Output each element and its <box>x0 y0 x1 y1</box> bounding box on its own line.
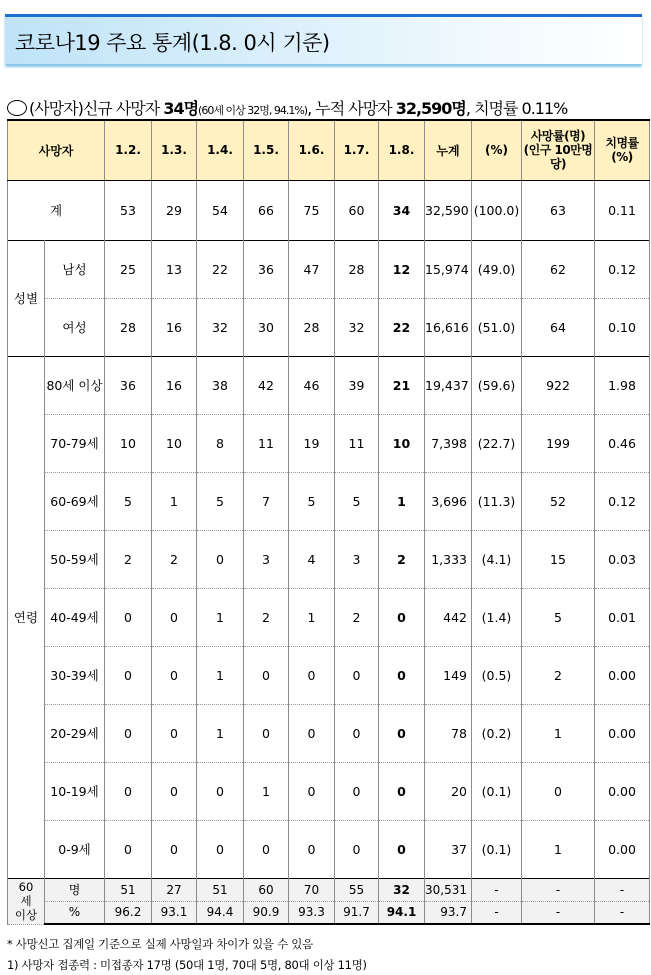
data-cell: - <box>472 901 522 924</box>
header-cell: 사망자 <box>8 120 105 180</box>
data-cell: 46 <box>289 356 335 414</box>
data-cell: (22.7) <box>472 414 522 472</box>
table-row <box>8 820 650 878</box>
row-label: 20-29세 <box>45 704 105 762</box>
data-cell: 1 <box>152 472 197 530</box>
data-cell: 0 <box>105 704 152 762</box>
data-cell: 8 <box>197 414 244 472</box>
unit-label: 명 <box>45 878 105 901</box>
data-cell: 60 <box>335 180 379 240</box>
table-row <box>8 762 650 820</box>
data-cell: 0.00 <box>595 820 650 878</box>
data-cell: 0.12 <box>595 472 650 530</box>
data-cell: 922 <box>522 356 595 414</box>
data-cell: 1,333 <box>425 530 472 588</box>
data-cell: 30 <box>244 298 289 356</box>
data-cell: (1.4) <box>472 588 522 646</box>
data-cell: 0 <box>335 820 379 878</box>
data-cell: 32 <box>197 298 244 356</box>
data-cell: - <box>472 878 522 901</box>
data-cell: 54 <box>197 180 244 240</box>
header-cell: 1.5. <box>244 120 289 180</box>
table-row <box>8 704 650 762</box>
data-cell: 37 <box>425 820 472 878</box>
data-cell: (100.0) <box>472 180 522 240</box>
data-cell: 55 <box>335 878 379 901</box>
data-cell: 28 <box>335 240 379 298</box>
data-cell: 63 <box>522 180 595 240</box>
data-cell: 22 <box>197 240 244 298</box>
data-cell: 0 <box>335 704 379 762</box>
data-cell: 0 <box>379 704 425 762</box>
data-cell: 19,437 <box>425 356 472 414</box>
data-cell: 66 <box>244 180 289 240</box>
data-cell: 0 <box>379 762 425 820</box>
data-cell: 0 <box>105 588 152 646</box>
data-cell: 90.9 <box>244 901 289 924</box>
data-cell: 2 <box>105 530 152 588</box>
row-label: 계 <box>8 180 105 240</box>
data-cell: 19 <box>289 414 335 472</box>
data-cell: 29 <box>152 180 197 240</box>
data-cell: 52 <box>522 472 595 530</box>
data-cell: 0 <box>152 820 197 878</box>
data-cell: (11.3) <box>472 472 522 530</box>
table-row <box>8 588 650 646</box>
data-cell: - <box>595 901 650 924</box>
data-cell: 0 <box>152 588 197 646</box>
data-cell: 32,590 <box>425 180 472 240</box>
table-row <box>8 180 650 240</box>
row-label: 10-19세 <box>45 762 105 820</box>
title-banner <box>5 14 642 64</box>
data-cell: 96.2 <box>105 901 152 924</box>
data-cell: 36 <box>244 240 289 298</box>
data-cell: 32 <box>335 298 379 356</box>
summary-detail: (60세 이상 32명, 94.1%) <box>198 104 308 117</box>
data-cell: 15 <box>522 530 595 588</box>
data-cell: (0.5) <box>472 646 522 704</box>
data-cell: 27 <box>152 878 197 901</box>
row-label: 70-79세 <box>45 414 105 472</box>
group-label: 성별 <box>8 240 45 356</box>
data-cell: 0 <box>335 762 379 820</box>
data-cell: 0 <box>244 820 289 878</box>
data-cell: 0 <box>289 704 335 762</box>
data-cell: 1 <box>522 820 595 878</box>
summary-suffix: , 치명률 0.11% <box>465 99 568 118</box>
header-cell: 1.4. <box>197 120 244 180</box>
data-cell: 0 <box>379 820 425 878</box>
row-label: 남성 <box>45 240 105 298</box>
data-cell: 0.01 <box>595 588 650 646</box>
data-cell: 0.03 <box>595 530 650 588</box>
data-cell: 3,696 <box>425 472 472 530</box>
unit-label: % <box>45 901 105 924</box>
header-cell: 1.6. <box>289 120 335 180</box>
data-cell: 93.3 <box>289 901 335 924</box>
data-cell: 0.46 <box>595 414 650 472</box>
data-cell: 21 <box>379 356 425 414</box>
data-cell: 0.00 <box>595 762 650 820</box>
table-row <box>8 530 650 588</box>
data-cell: 0 <box>244 646 289 704</box>
row-label: 여성 <box>45 298 105 356</box>
data-cell: 91.7 <box>335 901 379 924</box>
data-cell: 94.1 <box>379 901 425 924</box>
data-cell: 15,974 <box>425 240 472 298</box>
table-row <box>8 646 650 704</box>
data-cell: (0.2) <box>472 704 522 762</box>
data-cell: 0 <box>152 646 197 704</box>
data-cell: 0 <box>105 820 152 878</box>
data-cell: 1 <box>197 704 244 762</box>
header-cell: 1.2. <box>105 120 152 180</box>
data-cell: 1 <box>197 646 244 704</box>
data-cell: 1.98 <box>595 356 650 414</box>
data-cell: 16,616 <box>425 298 472 356</box>
data-cell: 11 <box>335 414 379 472</box>
data-cell: 93.1 <box>152 901 197 924</box>
data-cell: 32 <box>379 878 425 901</box>
table-row <box>8 240 650 298</box>
data-cell: 36 <box>105 356 152 414</box>
header-cell: 1.8. <box>379 120 425 180</box>
data-cell: 149 <box>425 646 472 704</box>
data-cell: 10 <box>379 414 425 472</box>
data-cell: 0 <box>335 646 379 704</box>
table-row <box>8 356 650 414</box>
data-cell: 3 <box>244 530 289 588</box>
data-cell: 16 <box>152 356 197 414</box>
data-cell: 0.00 <box>595 646 650 704</box>
data-cell: 2 <box>335 588 379 646</box>
data-cell: 1 <box>244 762 289 820</box>
data-cell: 62 <box>522 240 595 298</box>
data-cell: 1 <box>197 588 244 646</box>
data-cell: 10 <box>152 414 197 472</box>
data-cell: 0.11 <box>595 180 650 240</box>
row-label: 50-59세 <box>45 530 105 588</box>
data-cell: 1 <box>289 588 335 646</box>
data-cell: 0 <box>105 762 152 820</box>
footnote: 1) 사망자 접종력 : 미접종자 17명 (50대 1명, 70대 5명, 80대 이상 11명) <box>7 958 367 972</box>
data-cell: 0 <box>197 530 244 588</box>
data-cell: 16 <box>152 298 197 356</box>
data-cell: 0 <box>197 820 244 878</box>
data-cell: (0.1) <box>472 762 522 820</box>
data-cell: 0 <box>289 820 335 878</box>
row-label: 80세 이상 <box>45 356 105 414</box>
data-cell: 2 <box>379 530 425 588</box>
data-cell: 10 <box>105 414 152 472</box>
table-row <box>8 472 650 530</box>
data-cell: 2 <box>244 588 289 646</box>
data-cell: 0 <box>379 646 425 704</box>
data-cell: 38 <box>197 356 244 414</box>
data-cell: 442 <box>425 588 472 646</box>
data-cell: 13 <box>152 240 197 298</box>
data-cell: 5 <box>105 472 152 530</box>
page-title: 코로나19 주요 통계(1.8. 0시 기준) <box>15 31 330 55</box>
table-row <box>8 414 650 472</box>
data-cell: 60 <box>244 878 289 901</box>
row-label: 60-69세 <box>45 472 105 530</box>
data-cell: 28 <box>105 298 152 356</box>
data-cell: 22 <box>379 298 425 356</box>
data-cell: 47 <box>289 240 335 298</box>
table-row <box>8 298 650 356</box>
data-cell: 1 <box>522 704 595 762</box>
data-cell: 0.12 <box>595 240 650 298</box>
summary-prefix: (사망자)신규 사망자 <box>29 99 164 118</box>
data-cell: 0 <box>105 646 152 704</box>
data-cell: (59.6) <box>472 356 522 414</box>
header-cell: 사망률(명) (인구 10만명당) <box>522 120 595 180</box>
table-body <box>8 180 650 924</box>
data-cell: - <box>522 901 595 924</box>
data-cell: 30,531 <box>425 878 472 901</box>
header-cell: 1.7. <box>335 120 379 180</box>
data-cell: (51.0) <box>472 298 522 356</box>
data-cell: 0 <box>244 704 289 762</box>
data-cell: 25 <box>105 240 152 298</box>
data-cell: 70 <box>289 878 335 901</box>
header-cell: 치명률 (%) <box>595 120 650 180</box>
data-cell: 0 <box>289 646 335 704</box>
data-cell: 0 <box>379 588 425 646</box>
data-cell: (0.1) <box>472 820 522 878</box>
group-label: 60세 이상 <box>8 878 45 924</box>
data-cell: 20 <box>425 762 472 820</box>
death-stats-table <box>7 119 650 925</box>
row-label: 40-49세 <box>45 588 105 646</box>
group-label: 연령 <box>8 356 45 878</box>
data-cell: (49.0) <box>472 240 522 298</box>
data-cell: 39 <box>335 356 379 414</box>
data-cell: 4 <box>289 530 335 588</box>
data-cell: (4.1) <box>472 530 522 588</box>
data-cell: - <box>595 878 650 901</box>
data-cell: 7,398 <box>425 414 472 472</box>
data-cell: 0 <box>152 704 197 762</box>
data-cell: 11 <box>244 414 289 472</box>
header-cell: 1.3. <box>152 120 197 180</box>
data-cell: 51 <box>105 878 152 901</box>
summary-new-deaths: 34명 <box>163 99 199 118</box>
data-cell: 75 <box>289 180 335 240</box>
data-cell: 0 <box>152 762 197 820</box>
data-cell: 0.00 <box>595 704 650 762</box>
data-cell: 3 <box>335 530 379 588</box>
footnotes <box>7 934 367 975</box>
summary-middle: , 누적 사망자 <box>307 99 396 118</box>
data-cell: 53 <box>105 180 152 240</box>
data-cell: 94.4 <box>197 901 244 924</box>
data-cell: 28 <box>289 298 335 356</box>
row-label: 30-39세 <box>45 646 105 704</box>
data-cell: 34 <box>379 180 425 240</box>
summary-cumulative: 32,590명 <box>395 99 466 118</box>
data-cell: 93.7 <box>425 901 472 924</box>
data-cell: 7 <box>244 472 289 530</box>
data-cell: 0 <box>289 762 335 820</box>
data-cell: 64 <box>522 298 595 356</box>
data-cell: 5 <box>335 472 379 530</box>
data-cell: 0 <box>197 762 244 820</box>
table-header-row <box>8 120 650 180</box>
data-cell: 5 <box>289 472 335 530</box>
data-cell: 0.10 <box>595 298 650 356</box>
table-row <box>8 901 650 924</box>
header-cell: (%) <box>472 120 522 180</box>
footnote: * 사망신고 집계일 기준으로 실제 사망일과 차이가 있을 수 있음 <box>7 937 313 951</box>
data-cell: 199 <box>522 414 595 472</box>
table-row <box>8 878 650 901</box>
data-cell: 2 <box>522 646 595 704</box>
data-cell: 5 <box>197 472 244 530</box>
summary-line <box>7 96 567 119</box>
data-cell: 12 <box>379 240 425 298</box>
data-cell: - <box>522 878 595 901</box>
data-cell: 5 <box>522 588 595 646</box>
data-cell: 78 <box>425 704 472 762</box>
header-cell: 누계 <box>425 120 472 180</box>
data-cell: 0 <box>522 762 595 820</box>
data-cell: 1 <box>379 472 425 530</box>
row-label: 0-9세 <box>45 820 105 878</box>
data-cell: 2 <box>152 530 197 588</box>
circle-bullet-icon <box>7 100 27 116</box>
data-cell: 42 <box>244 356 289 414</box>
data-cell: 51 <box>197 878 244 901</box>
